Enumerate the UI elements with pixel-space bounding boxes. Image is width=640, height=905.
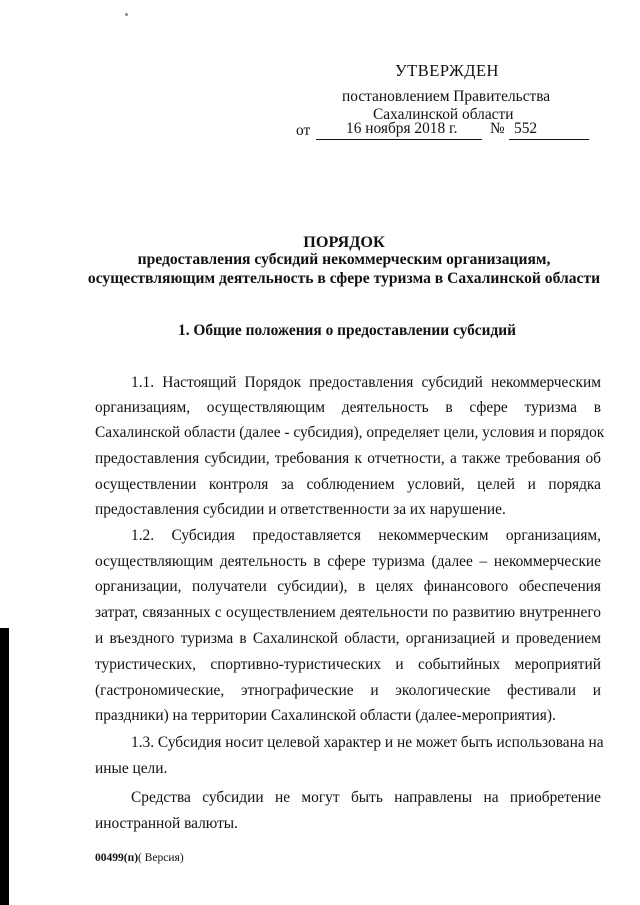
paragraph-line: осуществляющим деятельность в сфере туризма (далее – некоммерческие (95, 553, 601, 570)
paragraph-line: предоставления субсидии и ответственности за их нарушение. (95, 501, 506, 518)
date-underline (316, 139, 482, 140)
approval-line-2: Сахалинской области (373, 106, 514, 123)
number-underline (509, 139, 589, 140)
approval-line-1: постановлением Правительства (342, 88, 551, 105)
paragraph-line: осуществлении контроля за соблюдением условий, целей и порядка (95, 476, 601, 493)
paragraph-line: и въездного туризма в Сахалинской области, организацией и проведением (95, 630, 601, 647)
paragraph-line: иные цели. (95, 760, 168, 777)
scan-edge-shadow (0, 628, 9, 905)
document-subtitle-2: осуществляющим деятельность в сфере туризма в Сахалинской области (87, 270, 601, 287)
paragraph-line: организации, получатели субсидии), в целях финансового обеспечения (95, 578, 601, 595)
paragraph-line: 1.1. Настоящий Порядок предоставления субсидий некоммерческим (131, 374, 601, 391)
footer (95, 852, 184, 864)
approval-date: 16 ноября 2018 г. (346, 120, 458, 137)
paragraph-line: Сахалинской области (далее - субсидия), определяет цели, условия и порядок (95, 424, 605, 441)
footer-document-code: 00499(п) (95, 852, 139, 864)
footer-version: ( Версия) (138, 852, 184, 864)
paragraph-line: 1.2. Субсидия предоставляется некоммерческим организациям, (131, 527, 601, 544)
approval-number-label: № (490, 120, 505, 137)
approval-from-label: от (296, 122, 311, 139)
paragraph-line: туристических, спортивно-туристических и событийных мероприятий (95, 656, 601, 673)
approval-heading: УТВЕРЖДЕН (395, 61, 499, 80)
paragraph-line: Средства субсидии не могут быть направлены на приобретение (131, 789, 601, 806)
section-heading: 1. Общие положения о предоставлении субсидий (178, 322, 517, 339)
document-subtitle-1: предоставления субсидий некоммерческим организациям, (137, 251, 551, 268)
paragraph-line: затрат, связанных с осуществлением деятельности по развитию внутреннего (95, 604, 601, 621)
paragraph-line: предоставления субсидии, требования к отчетности, а также требования об (95, 450, 601, 467)
document-title: ПОРЯДОК (303, 233, 385, 251)
approval-number: 552 (514, 120, 538, 137)
paragraph-line: праздники) на территории Сахалинской области (далее-мероприятия). (95, 707, 556, 724)
paragraph-line: организациям, осуществляющим деятельность в сфере туризма в (95, 399, 601, 416)
paragraph-line: 1.3. Субсидия носит целевой характер и не может быть использована на (131, 734, 604, 751)
paragraph-line: (гастрономические, этнографические и экологические фестивали и (95, 682, 601, 699)
paragraph-line: иностранной валюты. (95, 815, 238, 832)
scan-speck (125, 13, 128, 16)
